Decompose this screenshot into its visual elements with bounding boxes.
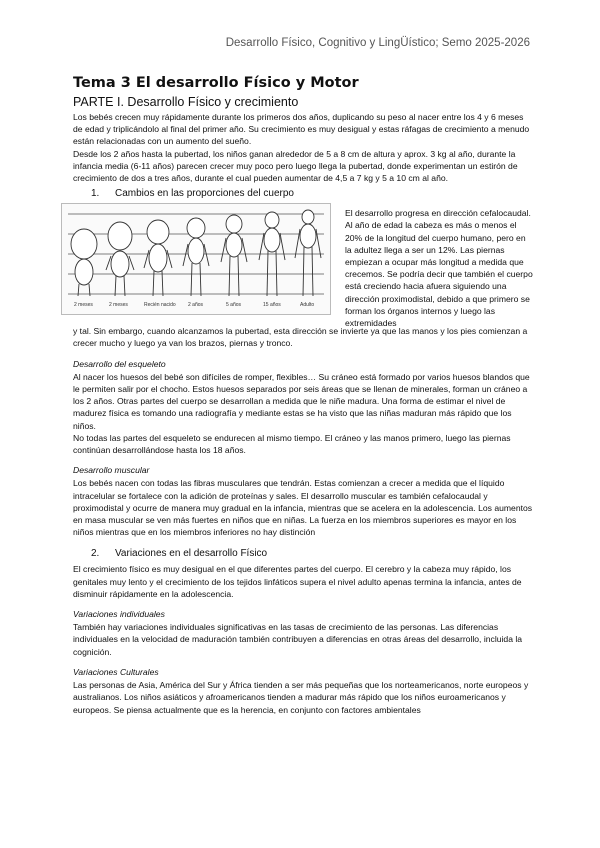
esqueleto-heading: Desarrollo del esqueleto [73, 358, 166, 369]
intro-paragraph-1: Los bebés crecen muy rápidamente durante los primeros dos años, duplicando su peso al nacer entre los 4 y 6 meses de edad y triplicándolo al final del primer año. Su crecimiento es muy desigual y estas ráfagas de crecimiento a menudo están relacionadas con un aumento del sueño. [73, 112, 530, 147]
figure-fetus-2-months [71, 229, 97, 296]
figure-age-labels [74, 302, 314, 308]
figure-label: 5 años [226, 302, 242, 309]
section2-heading [91, 548, 533, 559]
figure-fetus-5-months [106, 222, 134, 296]
figure-label: 15 años [263, 302, 281, 309]
figure-label: Recién nacido [144, 302, 176, 309]
individuales-heading: Variaciones individuales [73, 609, 165, 620]
esqueleto-paragraph-1: Al nacer los huesos del bebé son difíciles de romper, flexibles… Su cráneo está formado por varios huesos blandos que le permiten salir por el chocho. Estos huesos separados por seis áreas que se llenan de minerales, forman un cráneo a los 2 años. Otras partes del cuerpo se desarrollan a medida que le niñe madura. Una forma de estimar el nivel de madurez física es tomando una radiografía y mediante estas se ha visto que las niñas maduran más rápido que los niños. [73, 371, 530, 431]
part1-heading: PARTE I. Desarrollo Físico y crecimiento [73, 95, 299, 109]
figure-label: Adulto [300, 302, 315, 309]
figure-label: 2 meses [109, 302, 128, 309]
individuales-paragraph: También hay variaciones individuales significativas en las tasas de crecimiento de las personas. Las diferencias individuales en la velocidad de maduración también contribuyen a diferencias en otras áreas del desarrollo, incluida la cognición. [73, 622, 523, 657]
body-proportions-illustration [62, 204, 330, 314]
document-title: Tema 3 El desarrollo Físico y Motor [73, 75, 359, 91]
figure-2-years [183, 218, 209, 296]
section1-number: 1. [91, 188, 100, 200]
document-body [73, 75, 533, 716]
muscular-heading: Desarrollo muscular [73, 465, 150, 476]
section1-continuation: y tal. Sin embargo, cuando alcanzamos la pubertad, esta dirección se invierte ya que las manos y los pies comienzan a crecer mucho y luego ya van los brazos, piernas y tronco. [73, 326, 528, 349]
culturales-paragraph: Las personas de Asia, América del Sur y África tienden a ser más pequeñas que los norteamericanos, norte europeos y australianos. Los niños asiáticos y afroamericanos tienden a madurar más rápido que los niños euroamericanos y europeos. Se piensa actualmente que es la herencia, en conjunto con factores ambientales [73, 680, 529, 715]
page-header: Desarrollo Físico, Cognitivo y LingÜístico; Semo 2025-2026 [225, 37, 530, 49]
body-proportions-figure [61, 203, 331, 315]
figure-row [73, 203, 533, 329]
figure-newborn [144, 220, 172, 296]
culturales-heading: Variaciones Culturales [73, 666, 159, 677]
figure-label: 2 meses [74, 302, 93, 309]
section1-title: Cambios en las proporciones del cuerpo [115, 188, 294, 200]
figure-5-years [221, 215, 247, 296]
section2-title: Variaciones en el desarrollo Físico [115, 548, 268, 560]
section2-number: 2. [91, 548, 100, 560]
esqueleto-paragraph-2: No todas las partes del esqueleto se endurecen al mismo tiempo. El cráneo y las manos primero, luego las piernas continúan desarrollándose hasta los 18 años. [73, 432, 511, 456]
section2-paragraph: El crecimiento físico es muy desigual en el que diferentes partes del cuerpo. El cerebro y la cabeza muy rápido, los genitales muy lento y el crecimiento de los tejidos linfáticos supera el nivel adulto apenas termina la infancia, antes de disminuir rápidamente en la adolescencia. [73, 564, 522, 599]
muscular-paragraph: Los bebés nacen con todas las fibras musculares que tendrán. Estas comienzan a crecer a medida que el líquido intracelular se fortalece con la adición de proteínas y sales. El desarrollo muscular es también cefalocaudal y proximodistal y ocurre de manera muy gradual en la infancia, mientras que se acelera en la adolescencia. Los aumentos en masa muscular se ven más fuertes en niños que en niñas. La fuerza en los miembros superiores es mayor en los niños mientras que en los miembros inferiores no hay distinción [73, 478, 533, 538]
figure-label: 2 años [188, 302, 204, 309]
section1-heading [91, 188, 533, 199]
figure-caption: El desarrollo progresa en dirección cefalocaudal. Al año de edad la cabeza es más o menos el 20% de la longitud del cuerpo humano, pero en la adultez llega a ser un 12%. Las piernas empiezan a ocupar más longitud a medida que crecemos. Se podría decir que también el cuerpo está creciendo hacia afuera siguiendo una dirección proximodistal, debido a que primero se forman los órganos internos y luego las extremidades [345, 208, 533, 329]
figure-adult [295, 210, 321, 296]
intro-paragraph-2: Desde los 2 años hasta la pubertad, los niños ganan alrededor de 5 a 8 cm de altura y aprox. 3 kg al año, durante la infancia media (6-11 años) parecen crecer muy poco pero luego llega la pubertad, donde experimentan un estirón de crecimiento de dos a tres años, durante el cual pueden aumentar de 4,5 a 7 kg y 5 a 10 cm al año. [73, 148, 518, 184]
